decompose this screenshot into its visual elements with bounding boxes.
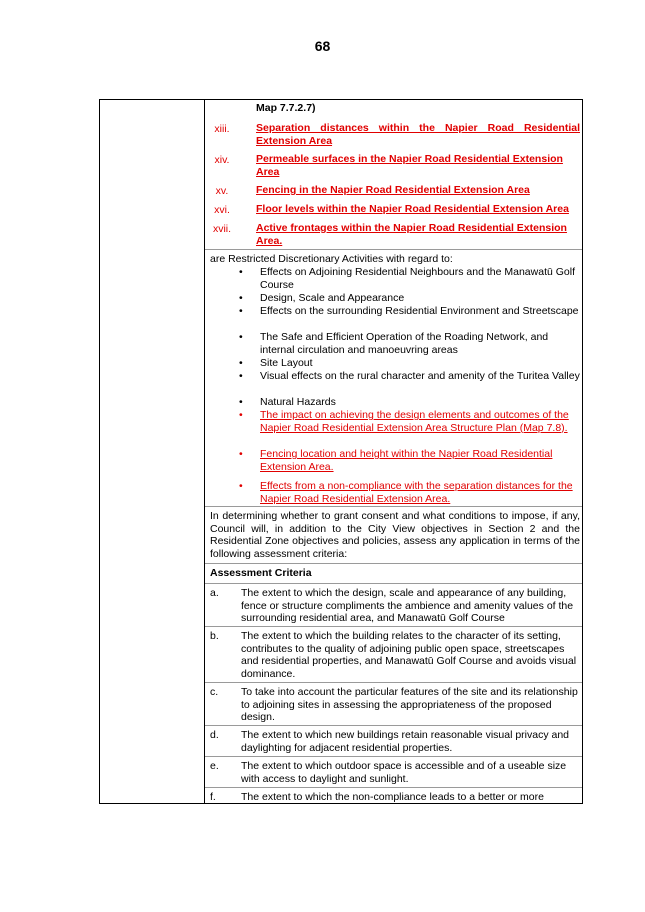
numbered-item: Fencing in the Napier Road Residential Extension Area bbox=[256, 184, 530, 196]
assessment-heading: Assessment Criteria bbox=[210, 567, 312, 579]
discretion-bullet: Natural Hazards bbox=[260, 396, 336, 408]
bullet-icon: • bbox=[239, 480, 243, 492]
bullet-icon: • bbox=[239, 292, 243, 304]
section-divider bbox=[205, 583, 582, 584]
criterion-letter: a. bbox=[210, 587, 219, 599]
criterion-letter: b. bbox=[210, 630, 219, 642]
item-numeral: xvi. bbox=[214, 204, 230, 216]
item-numeral: xvii. bbox=[212, 223, 232, 235]
bullet-icon: • bbox=[239, 331, 243, 343]
section-divider bbox=[205, 563, 582, 564]
section-divider bbox=[205, 682, 582, 683]
criterion-letter: f. bbox=[210, 791, 216, 803]
bullet-icon: • bbox=[239, 357, 243, 369]
discretion-bullet: Design, Scale and Appearance bbox=[260, 292, 405, 304]
criterion-letter: c. bbox=[210, 686, 219, 698]
rule-content-column bbox=[205, 100, 582, 803]
numbered-item: Active frontages within the Napier Road Residential Extension Area. bbox=[256, 222, 567, 247]
discretion-bullet: Effects on Adjoining Residential Neighbours and the Manawatū Golf Course bbox=[260, 266, 576, 291]
discretion-bullet: Visual effects on the rural character and amenity of the Turitea Valley bbox=[260, 370, 580, 382]
criterion-letter: e. bbox=[210, 760, 219, 772]
item-numeral: xiv. bbox=[214, 154, 230, 166]
assessment-criterion: To take into account the particular features of the site and its relationship to adjoining sites in assessing the appropriateness of the proposed design. bbox=[241, 686, 578, 723]
section-divider bbox=[205, 626, 582, 627]
bullet-icon: • bbox=[239, 396, 243, 408]
item-numeral: xv. bbox=[215, 185, 229, 197]
assessment-criterion: The extent to which the non-compliance leads to a better or more bbox=[241, 791, 544, 803]
numbered-item: Floor levels within the Napier Road Residential Extension Area bbox=[256, 203, 569, 215]
discretion-bullet-inserted: The impact on achieving the design elements and outcomes of the Napier Road Residential Extension Area Structure Plan (Map 7.8). bbox=[260, 409, 569, 434]
section-divider bbox=[205, 787, 582, 788]
assessment-criterion: The extent to which new buildings retain reasonable visual privacy and daylighting for adjacent residential properties. bbox=[241, 729, 570, 754]
discretion-bullet-inserted: Fencing location and height within the Napier Road Residential Extension Area. bbox=[260, 448, 553, 473]
bullet-icon: • bbox=[239, 305, 243, 317]
section-divider bbox=[205, 725, 582, 726]
section-divider bbox=[205, 506, 582, 507]
bullet-icon: • bbox=[239, 448, 243, 460]
rule-reference-column bbox=[100, 100, 205, 803]
numbered-item: Separation distances within the Napier Road Residential Extension Area bbox=[256, 122, 580, 147]
discretion-intro: are Restricted Discretionary Activities with regard to: bbox=[210, 253, 453, 265]
determination-paragraph: In determining whether to grant consent and what conditions to impose, if any, Council will, in addition to the City View objectives in Section 2 and the Residential Zone objectives and policies, assess any application in terms of the following assessment criteria: bbox=[210, 510, 580, 560]
discretion-bullet: Site Layout bbox=[260, 357, 313, 369]
item-numeral: xiii. bbox=[214, 123, 230, 135]
discretion-bullet: The Safe and Efficient Operation of the Roading Network, and internal circulation and manoeuvring areas bbox=[260, 331, 549, 356]
bullet-icon: • bbox=[239, 266, 243, 278]
rules-table bbox=[99, 99, 583, 804]
section-divider bbox=[205, 249, 582, 250]
map-reference-continuation: Map 7.7.2.7) bbox=[256, 102, 316, 114]
bullet-icon: • bbox=[239, 370, 243, 382]
criterion-letter: d. bbox=[210, 729, 219, 741]
assessment-criterion: The extent to which the design, scale and appearance of any building, fence or structure compliments the ambience and amenity values of the surrounding residential area, and Manawatū Golf Course bbox=[241, 587, 574, 624]
page-number: 68 bbox=[314, 38, 331, 54]
discretion-bullet-inserted: Effects from a non-compliance with the separation distances for the Napier Road Residential Extension Area. bbox=[260, 480, 573, 505]
section-divider bbox=[205, 756, 582, 757]
assessment-criterion: The extent to which the building relates to the character of its setting, contributes to the quality of adjoining public open space, streetscapes and residential properties, and Manawatū Golf Course and avoids visual dominance. bbox=[241, 630, 577, 680]
discretion-bullet: Effects on the surrounding Residential Environment and Streetscape bbox=[260, 305, 579, 317]
assessment-criterion: The extent to which outdoor space is accessible and of a useable size with access to daylight and sunlight. bbox=[241, 760, 567, 785]
bullet-icon: • bbox=[239, 409, 243, 421]
numbered-item: Permeable surfaces in the Napier Road Residential Extension Area bbox=[256, 153, 563, 178]
